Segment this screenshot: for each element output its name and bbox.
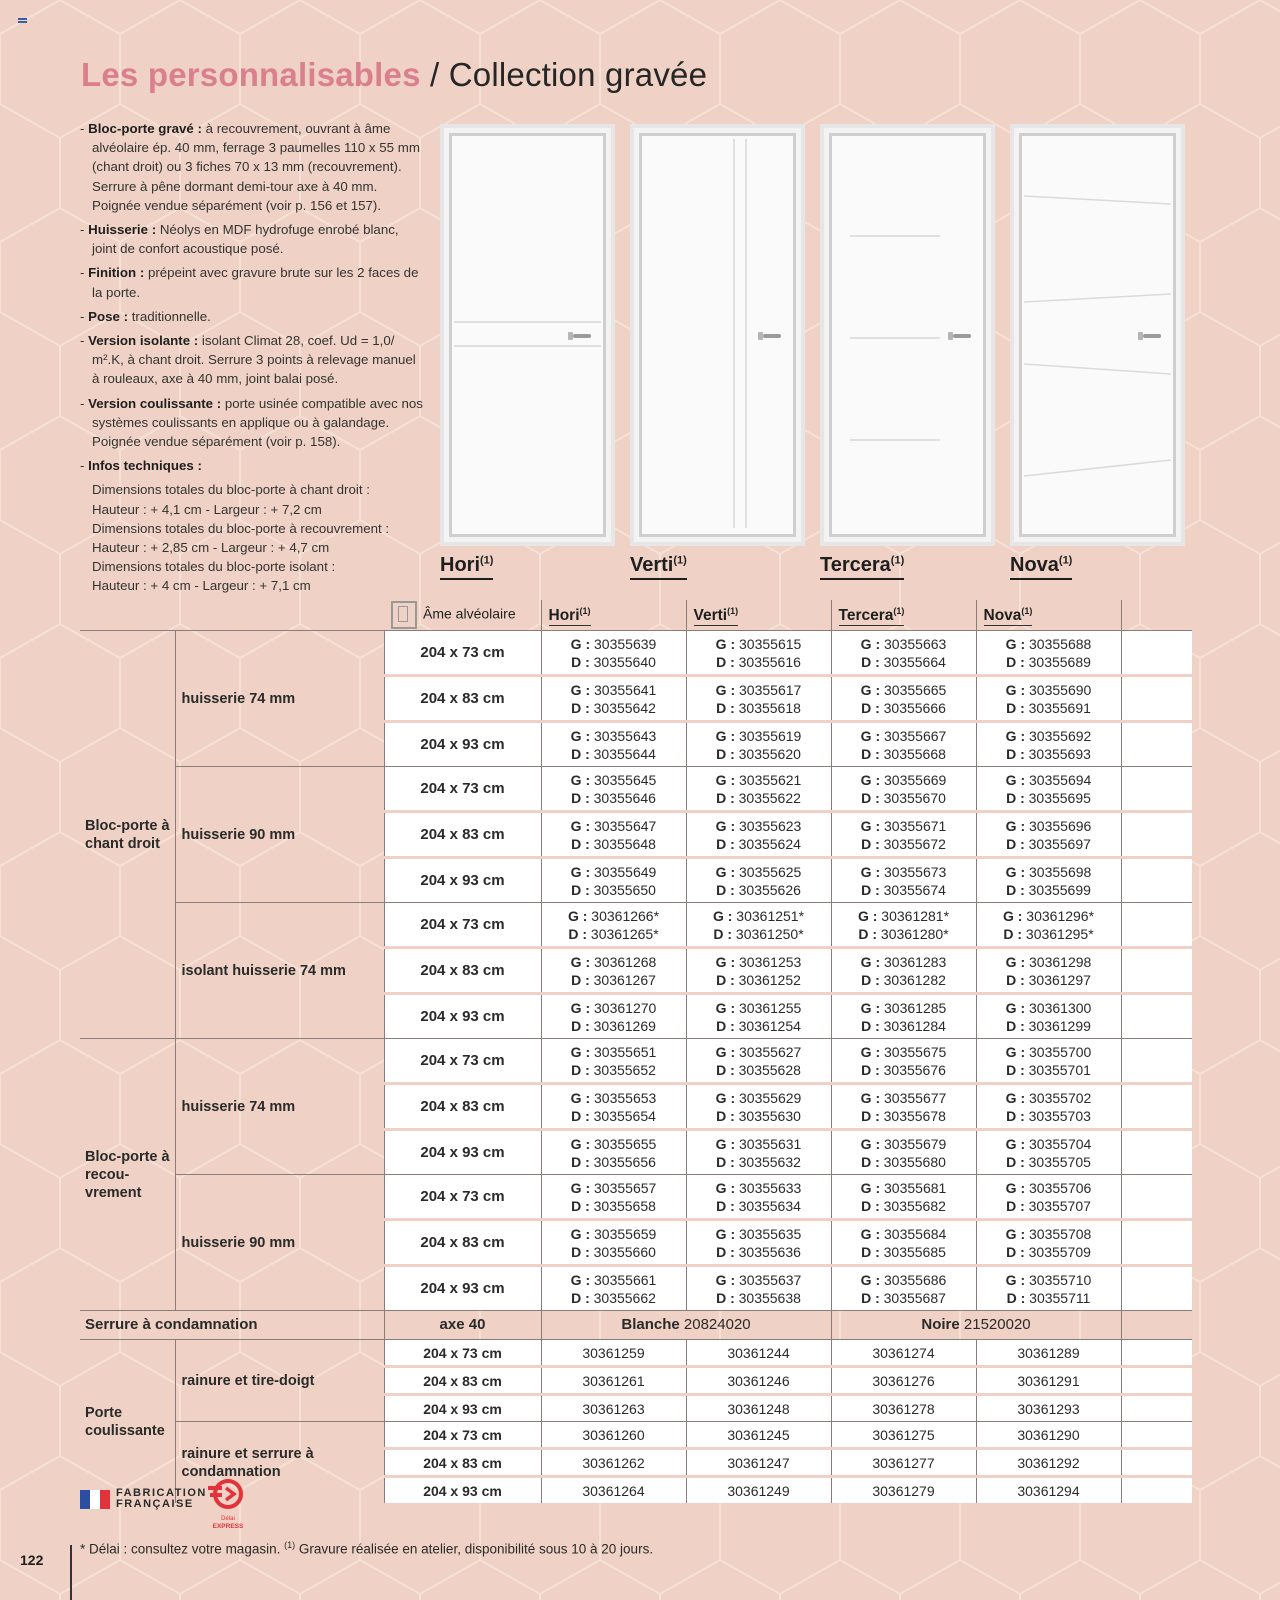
spec-item: - Infos techniques : [80,458,202,474]
spec-item: - Huisserie : Néolys en MDF hydrofuge enrobé blanc, joint de confort acoustique posé. [80,222,399,257]
reference-cell: 30361263 [541,1395,686,1422]
reference-cell: 30361264 [541,1477,686,1504]
reference-cell: G : 30355692 D : 30355693 [976,722,1121,767]
reference-cell: 30361244 [686,1340,831,1367]
reference-cell: G : 30355641 D : 30355642 [541,676,686,722]
svg-text:Délai: Délai [221,1516,235,1522]
reference-cell: G : 30355669 D : 30355670 [831,767,976,812]
table-row [80,903,1192,948]
reference-cell: G : 30361283 D : 30361282 [831,948,976,994]
empty-cell [1121,1477,1192,1504]
huisserie-label: huisserie 90 mm [175,1175,384,1311]
reference-cell: G : 30355684 D : 30355685 [831,1220,976,1266]
reference-cell: G : 30355694 D : 30355695 [976,767,1121,812]
col-header-hori: Hori$^{(1)}$ [541,600,686,631]
reference-cell: G : 30355615 D : 30355616 [686,631,831,676]
reference-cell: 30361260 [541,1422,686,1449]
dimension-cell: 204 x 93 cm [384,1477,541,1504]
tech-line: Hauteur : + 4,1 cm - Largeur : + 7,2 cm [92,501,322,517]
table-row [80,1422,1192,1449]
dimension-cell: 204 x 83 cm [384,1367,541,1395]
dimension-cell: 204 x 93 cm [384,722,541,767]
spec-item: - Finition : prépeint avec gravure brute sur les 2 faces de la porte. [80,265,419,300]
empty-cell [1121,1311,1192,1340]
reference-cell: G : 30355645 D : 30355646 [541,767,686,812]
reference-cell: G : 30355679 D : 30355680 [831,1130,976,1175]
dimension-cell: 204 x 73 cm [384,1039,541,1084]
reference-cell: G : 30361268 D : 30361267 [541,948,686,994]
reference-cell: G : 30355671 D : 30355672 [831,812,976,858]
reference-cell: G : 30361270 D : 30361269 [541,994,686,1039]
empty-cell [1121,812,1192,858]
spec-item: - Bloc-porte gravé : à recouvrement, ouvrant à âme alvéolaire ép. 40 mm, ferrage 3 paumelles 110 x 55 mm (chant droit) ou 3 fiches 70 x 13 mm (recouvrement). Serrure à pêne dormant demi-tour axe à 40 mm. Poignée vendue séparément (voir p. 156 et 157). [80,121,420,213]
reference-cell: G : 30355673 D : 30355674 [831,858,976,903]
group-label: Bloc-porte à chant droit [80,631,175,1039]
col-header-tercera: Tercera$^{(1)}$ [831,600,976,631]
empty-cell [1121,767,1192,812]
alveolar-core-icon [391,601,417,629]
reference-cell: G : 30355627 D : 30355628 [686,1039,831,1084]
reference-cell: G : 30355700 D : 30355701 [976,1039,1121,1084]
empty-cell [1121,1266,1192,1311]
reference-cell: G : 30355702 D : 30355703 [976,1084,1121,1130]
spec-item: - Pose : traditionnelle. [80,308,211,324]
tech-line: Dimensions totales du bloc-porte isolant : [92,559,336,575]
dimension-cell: 204 x 73 cm [384,631,541,676]
col-header-verti: Verti$^{(1)}$ [686,600,831,631]
dimension-cell: 204 x 73 cm [384,1175,541,1220]
group-label: Porte coulissante [80,1340,175,1504]
empty-cell [1121,858,1192,903]
title-rest: / Collection gravée [420,56,708,93]
reference-cell: G : 30361266* D : 30361265* [541,903,686,948]
reference-cell: G : 30361251* D : 30361250* [686,903,831,948]
door-gallery [440,124,1200,604]
door-image-verti [630,124,805,546]
spec-list [80,119,425,596]
reference-cell: G : 30355706 D : 30355707 [976,1175,1121,1220]
spec-item: - Version coulissante : porte usinée compatible avec nos systèmes coulissants en applique ou à galandage. Poignée vendue séparément (voir p. 158). [80,395,423,450]
empty-cell [1121,1220,1192,1266]
reference-cell: 30361274 [831,1340,976,1367]
reference-cell: 30361293 [976,1395,1121,1422]
door-image-hori [440,124,615,546]
reference-cell: G : 30355653 D : 30355654 [541,1084,686,1130]
reference-cell: 30361289 [976,1340,1121,1367]
reference-cell: G : 30361281* D : 30361280* [831,903,976,948]
title-highlight: Les personnalisables [81,56,421,93]
reference-cell: G : 30355625 D : 30355626 [686,858,831,903]
huisserie-label: huisserie 90 mm [175,767,384,903]
serrure-blanche: Blanche 20824020 [541,1311,831,1340]
reference-cell: G : 30355657 D : 30355658 [541,1175,686,1220]
empty-cell [1121,1340,1192,1367]
empty-cell [1121,948,1192,994]
reference-cell: G : 30355675 D : 30355676 [831,1039,976,1084]
dimension-cell: 204 x 83 cm [384,812,541,858]
footnote: * Délai : consultez votre magasin. $^{(1)}$ Gravure réalisée en atelier, disponibilité sous 10 à 20 jours. [80,1540,654,1557]
group-label: Bloc-porte à recou-vrement [80,1039,175,1311]
page-divider [70,1545,72,1600]
reference-cell: 30361291 [976,1367,1121,1395]
reference-cell: G : 30355665 D : 30355666 [831,676,976,722]
empty-cell [1121,631,1192,676]
tech-info [80,480,425,595]
huisserie-label: isolant huisserie 74 mm [175,903,384,1039]
col-header-nova: Nova$^{(1)}$ [976,600,1121,631]
dimension-cell: 204 x 83 cm [384,1449,541,1477]
reference-cell: 30361294 [976,1477,1121,1504]
reference-cell: G : 30361255 D : 30361254 [686,994,831,1039]
dimension-cell: 204 x 73 cm [384,1422,541,1449]
reference-cell: G : 30355681 D : 30355682 [831,1175,976,1220]
table-row [80,1340,1192,1367]
door-name-nova: Nova$^{(1)}$ [1010,554,1072,580]
rainure-label: rainure et tire-doigt [175,1340,384,1422]
page-number: 122 [20,1552,44,1568]
ame-alveolaire-header: Âme alvéolaire [384,600,541,631]
table-row [80,767,1192,812]
reference-cell: G : 30361285 D : 30361284 [831,994,976,1039]
reference-cell: G : 30355623 D : 30355624 [686,812,831,858]
spec-item: - Version isolante : isolant Climat 28, coef. Ud = 1,0/ m².K, à chant droit. Serrure 3 points à relevage manuel à rouleaux, axe à 40 mm, joint balai posé. [80,333,416,387]
reference-cell: G : 30355690 D : 30355691 [976,676,1121,722]
reference-cell: G : 30355647 D : 30355648 [541,812,686,858]
french-flag-icon [80,1490,110,1509]
dimension-cell: 204 x 73 cm [384,1340,541,1367]
reference-cell: 30361248 [686,1395,831,1422]
door-name-tercera: Tercera$^{(1)}$ [820,554,904,580]
svg-text:EXPRESS: EXPRESS [212,1523,244,1530]
dimension-cell: 204 x 83 cm [384,1084,541,1130]
reference-cell: G : 30355635 D : 30355636 [686,1220,831,1266]
reference-cell: G : 30355639 D : 30355640 [541,631,686,676]
empty-cell [1121,1039,1192,1084]
serrure-label: Serrure à condamnation [80,1311,384,1340]
door-image-tercera [820,124,995,546]
tech-line: Dimensions totales du bloc-porte à recouvrement : [92,520,390,536]
dimension-cell: 204 x 73 cm [384,767,541,812]
serrure-row [80,1311,1192,1340]
tech-line: Dimensions totales du bloc-porte à chant droit : [92,482,370,498]
reference-cell: G : 30355621 D : 30355622 [686,767,831,812]
empty-cell [1121,994,1192,1039]
reference-cell: G : 30355667 D : 30355668 [831,722,976,767]
empty-cell [1121,676,1192,722]
page-title [81,56,707,94]
reference-cell: G : 30355655 D : 30355656 [541,1130,686,1175]
reference-cell: G : 30355710 D : 30355711 [976,1266,1121,1311]
empty-cell [1121,1130,1192,1175]
door-name-verti: Verti$^{(1)}$ [630,554,687,580]
serrure-axe: axe 40 [384,1311,541,1340]
reference-cell: G : 30361298 D : 30361297 [976,948,1121,994]
empty-cell [1121,1367,1192,1395]
reference-cell: 30361278 [831,1395,976,1422]
reference-cell: 30361292 [976,1449,1121,1477]
empty-cell [1121,903,1192,948]
reference-cell: 30361276 [831,1367,976,1395]
door-image-nova [1010,124,1185,546]
reference-cell: G : 30355659 D : 30355660 [541,1220,686,1266]
empty-cell [1121,1395,1192,1422]
reference-cell: 30361261 [541,1367,686,1395]
reference-cell: G : 30355651 D : 30355652 [541,1039,686,1084]
reference-cell: 30361279 [831,1477,976,1504]
reference-cell: G : 30355631 D : 30355632 [686,1130,831,1175]
dimension-cell: 204 x 93 cm [384,1130,541,1175]
table-row [80,1175,1192,1220]
reference-cell: 30361246 [686,1367,831,1395]
dimension-cell: 204 x 93 cm [384,858,541,903]
reference-cell: 30361259 [541,1340,686,1367]
huisserie-label: huisserie 74 mm [175,631,384,767]
fabrication-francaise-label: FABRICATION FRANÇAISE [116,1487,207,1510]
reference-cell: G : 30355617 D : 30355618 [686,676,831,722]
reference-cell: 30361277 [831,1449,976,1477]
reference-cell: G : 30355633 D : 30355634 [686,1175,831,1220]
reference-cell: G : 30355661 D : 30355662 [541,1266,686,1311]
reference-cell: G : 30355677 D : 30355678 [831,1084,976,1130]
reference-cell: 30361275 [831,1422,976,1449]
col-header-empty [1121,600,1192,631]
tech-line: Hauteur : + 2,85 cm - Largeur : + 4,7 cm [92,540,330,556]
reference-cell: G : 30355643 D : 30355644 [541,722,686,767]
reference-cell: 30361249 [686,1477,831,1504]
tiny-flag-icon [18,18,27,25]
table-row [80,1039,1192,1084]
dimension-cell: 204 x 83 cm [384,676,541,722]
reference-cell: 30361290 [976,1422,1121,1449]
reference-cell: G : 30361253 D : 30361252 [686,948,831,994]
empty-cell [1121,1175,1192,1220]
empty-cell [1121,1449,1192,1477]
dimension-cell: 204 x 83 cm [384,948,541,994]
reference-cell: G : 30355704 D : 30355705 [976,1130,1121,1175]
reference-cell: G : 30355663 D : 30355664 [831,631,976,676]
reference-cell: 30361247 [686,1449,831,1477]
reference-cell: G : 30355649 D : 30355650 [541,858,686,903]
tech-line: Hauteur : + 4 cm - Largeur : + 7,1 cm [92,578,311,594]
table-header-blank [80,600,384,631]
reference-cell: 30361245 [686,1422,831,1449]
empty-cell [1121,1422,1192,1449]
reference-cell: G : 30355686 D : 30355687 [831,1266,976,1311]
dimension-cell: 204 x 93 cm [384,1395,541,1422]
door-name-hori: Hori$^{(1)}$ [440,554,493,580]
reference-cell: G : 30355637 D : 30355638 [686,1266,831,1311]
delai-express-icon [208,1474,248,1532]
reference-cell: G : 30355708 D : 30355709 [976,1220,1121,1266]
dimension-cell: 204 x 93 cm [384,994,541,1039]
empty-cell [1121,722,1192,767]
reference-cell: G : 30355698 D : 30355699 [976,858,1121,903]
reference-cell: G : 30355696 D : 30355697 [976,812,1121,858]
reference-cell: G : 30361296* D : 30361295* [976,903,1121,948]
reference-cell: G : 30355629 D : 30355630 [686,1084,831,1130]
reference-cell: G : 30355688 D : 30355689 [976,631,1121,676]
serrure-noire: Noire 21520020 [831,1311,1121,1340]
dimension-cell: 204 x 83 cm [384,1220,541,1266]
table-row [80,631,1192,676]
huisserie-label: huisserie 74 mm [175,1039,384,1175]
reference-table [80,600,1192,1503]
dimension-cell: 204 x 73 cm [384,903,541,948]
reference-cell: G : 30361300 D : 30361299 [976,994,1121,1039]
dimension-cell: 204 x 93 cm [384,1266,541,1311]
rainure-label: rainure et serrure à condamnation [175,1422,384,1504]
reference-cell: G : 30355619 D : 30355620 [686,722,831,767]
reference-cell: 30361262 [541,1449,686,1477]
empty-cell [1121,1084,1192,1130]
